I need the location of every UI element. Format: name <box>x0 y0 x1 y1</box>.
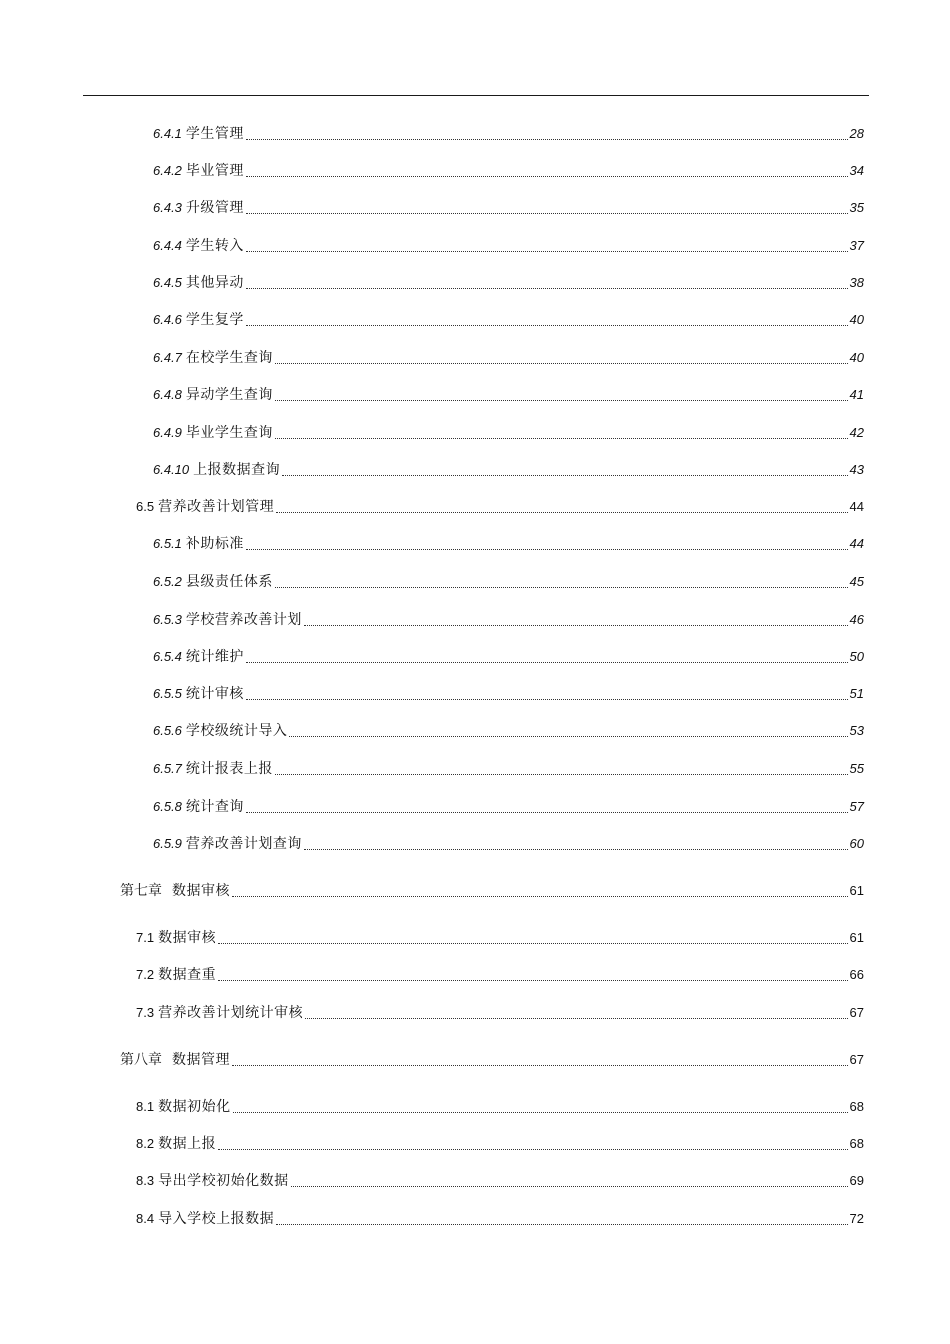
toc-entry-page: 28 <box>849 126 864 141</box>
toc-entry-page: 51 <box>849 686 864 701</box>
toc-entry[interactable] <box>153 684 864 704</box>
dot-leader <box>246 549 848 550</box>
toc-entry[interactable] <box>153 572 864 592</box>
dot-leader <box>275 438 848 439</box>
toc-entry-number: 6.4.1 <box>153 126 182 141</box>
toc-entry-number: 6.4.10 <box>153 462 190 477</box>
toc-entry-title: 在校学生查询 <box>185 350 273 366</box>
dot-leader <box>218 943 847 944</box>
toc-entry-page: 42 <box>849 425 864 440</box>
toc-entry-number: 6.4.2 <box>153 163 182 178</box>
toc-entry[interactable] <box>136 1134 864 1154</box>
toc-entry[interactable] <box>153 834 864 854</box>
toc-entry-page: 35 <box>849 200 864 215</box>
toc-entry-number: 6.5.6 <box>153 723 182 738</box>
toc-entry-page: 50 <box>849 649 864 664</box>
dot-leader <box>246 662 848 663</box>
toc-entry-title: 导入学校上报数据 <box>158 1211 275 1227</box>
toc-entry-number: 8.4 <box>136 1211 155 1226</box>
toc-entry[interactable] <box>136 965 864 985</box>
toc-entry-title: 统计审核 <box>185 686 244 702</box>
toc-entry[interactable] <box>136 1209 864 1229</box>
toc-entry-page: 68 <box>849 1099 864 1114</box>
toc-entry[interactable] <box>153 236 864 256</box>
dot-leader <box>246 288 848 289</box>
toc-chapter[interactable] <box>120 881 864 901</box>
dot-leader <box>246 325 848 326</box>
toc-entry[interactable] <box>153 385 864 405</box>
toc-entry[interactable] <box>153 124 864 144</box>
toc-entry[interactable] <box>153 647 864 667</box>
dot-leader <box>291 1186 848 1187</box>
toc-entry-page: 40 <box>849 312 864 327</box>
dot-leader <box>233 1112 848 1113</box>
dot-leader <box>304 625 848 626</box>
dot-leader <box>246 251 848 252</box>
toc-entry[interactable] <box>153 198 864 218</box>
toc-entry[interactable] <box>136 1171 864 1191</box>
toc-entry-title: 数据管理 <box>172 1052 230 1068</box>
toc-entry-title: 数据初始化 <box>158 1099 231 1115</box>
toc-entry[interactable] <box>136 928 864 948</box>
toc-entry-page: 40 <box>849 350 864 365</box>
toc-entry[interactable] <box>136 497 864 517</box>
toc-entry-title: 补助标准 <box>185 536 244 552</box>
toc-entry-page: 66 <box>849 967 864 982</box>
dot-leader <box>218 980 847 981</box>
dot-leader <box>275 363 848 364</box>
dot-leader <box>276 512 847 513</box>
toc-entry-page: 57 <box>849 799 864 814</box>
toc-entry[interactable] <box>153 460 864 480</box>
toc-entry-page: 45 <box>849 574 864 589</box>
toc-entry-title: 统计维护 <box>185 649 244 665</box>
toc-entry-number: 6.5.8 <box>153 799 182 814</box>
toc-entry[interactable] <box>136 1003 864 1023</box>
toc-entry-page: 67 <box>849 1052 864 1067</box>
toc-entry-title: 学生转入 <box>185 238 244 254</box>
toc-entry-title: 数据审核 <box>158 930 217 946</box>
toc-entry-number: 6.5.1 <box>153 536 182 551</box>
dot-leader <box>275 400 848 401</box>
toc-entry-title: 统计查询 <box>185 799 244 815</box>
toc-entry-title: 学校级统计导入 <box>185 723 288 739</box>
toc-entry-title: 上报数据查询 <box>193 462 281 478</box>
toc-entry-number: 7.2 <box>136 967 155 982</box>
toc-entry-page: 34 <box>849 163 864 178</box>
toc-entry-page: 69 <box>849 1173 864 1188</box>
toc-entry-title: 学生复学 <box>185 312 244 328</box>
toc-entry-number: 6.5.7 <box>153 761 182 776</box>
dot-leader <box>305 1018 847 1019</box>
toc-entry[interactable] <box>153 610 864 630</box>
toc-entry-page: 67 <box>849 1005 864 1020</box>
toc-entry-number: 6.5.9 <box>153 836 182 851</box>
toc-entry[interactable] <box>153 161 864 181</box>
toc-entry-page: 60 <box>849 836 864 851</box>
toc-entry-number: 7.3 <box>136 1005 155 1020</box>
toc-entry-page: 44 <box>849 536 864 551</box>
dot-leader <box>246 139 848 140</box>
toc-entry-title: 营养改善计划查询 <box>185 836 302 852</box>
toc-entry-title: 数据查重 <box>158 967 217 983</box>
toc-entry-number: 8.2 <box>136 1136 155 1151</box>
toc-entry-page: 41 <box>849 387 864 402</box>
toc-entry-title: 营养改善计划统计审核 <box>158 1005 304 1021</box>
toc-entry-number: 6.4.3 <box>153 200 182 215</box>
toc-entry-number: 6.4.4 <box>153 238 182 253</box>
toc-entry-title: 毕业学生查询 <box>185 425 273 441</box>
toc-entry-page: 61 <box>849 930 864 945</box>
toc-entry-number: 6.5.2 <box>153 574 182 589</box>
toc-entry-title: 营养改善计划管理 <box>158 499 275 515</box>
dot-leader <box>246 699 848 700</box>
toc-entry[interactable] <box>153 759 864 779</box>
dot-leader <box>275 587 848 588</box>
toc-entry-number: 6.4.6 <box>153 312 182 327</box>
toc-entry-page: 68 <box>849 1136 864 1151</box>
dot-leader <box>275 774 848 775</box>
dot-leader <box>276 1224 847 1225</box>
dot-leader <box>232 896 848 897</box>
toc-entry-title: 学生管理 <box>185 126 244 142</box>
toc-entry-number: 6.5.3 <box>153 612 182 627</box>
toc-entry-number: 8.3 <box>136 1173 155 1188</box>
toc-entry-title: 毕业管理 <box>185 163 244 179</box>
toc-entry[interactable] <box>153 348 864 368</box>
dot-leader <box>282 475 847 476</box>
toc-entry-number: 6.5.4 <box>153 649 182 664</box>
toc-entry-number: 6.4.9 <box>153 425 182 440</box>
toc-chapter[interactable] <box>120 1050 864 1070</box>
toc-entry-title: 数据上报 <box>158 1136 217 1152</box>
toc-entry-page: 44 <box>849 499 864 514</box>
dot-leader <box>289 736 847 737</box>
toc-entry-number: 6.5 <box>136 499 155 514</box>
dot-leader <box>246 176 848 177</box>
toc-entry[interactable] <box>153 797 864 817</box>
toc-entry-page: 61 <box>849 883 864 898</box>
dot-leader <box>246 812 848 813</box>
toc-entry-number: 第八章 <box>120 1052 162 1068</box>
toc-entry-page: 53 <box>849 723 864 738</box>
toc-entry-page: 55 <box>849 761 864 776</box>
toc-entry[interactable] <box>153 423 864 443</box>
toc-entry[interactable] <box>153 534 864 554</box>
toc-entry-title: 县级责任体系 <box>185 574 273 590</box>
toc-entry[interactable] <box>153 310 864 330</box>
toc-entry-title: 升级管理 <box>185 200 244 216</box>
toc-entry-number: 8.1 <box>136 1099 155 1114</box>
dot-leader <box>304 849 848 850</box>
dot-leader <box>246 213 848 214</box>
toc-entry[interactable] <box>153 273 864 293</box>
dot-leader <box>232 1065 848 1066</box>
toc-entry[interactable] <box>153 721 864 741</box>
toc-entry-title: 异动学生查询 <box>185 387 273 403</box>
toc-entry-page: 46 <box>849 612 864 627</box>
toc-entry-number: 6.4.5 <box>153 275 182 290</box>
toc-entry-title: 统计报表上报 <box>185 761 273 777</box>
toc-entry-number: 7.1 <box>136 930 155 945</box>
toc-entry-page: 37 <box>849 238 864 253</box>
toc-entry-title: 导出学校初始化数据 <box>158 1173 289 1189</box>
dot-leader <box>218 1149 847 1150</box>
toc-entry-title: 数据审核 <box>172 883 230 899</box>
toc-entry-title: 学校营养改善计划 <box>185 612 302 628</box>
toc-entry-page: 43 <box>849 462 864 477</box>
toc-entry-number: 6.4.8 <box>153 387 182 402</box>
toc-entry-title: 其他异动 <box>185 275 244 291</box>
toc-entry-page: 72 <box>849 1211 864 1226</box>
toc-entry[interactable] <box>136 1097 864 1117</box>
toc-entry-number: 第七章 <box>120 883 162 899</box>
toc-entry-number: 6.5.5 <box>153 686 182 701</box>
toc-entry-number: 6.4.7 <box>153 350 182 365</box>
header-rule <box>83 95 869 96</box>
toc-entry-page: 38 <box>849 275 864 290</box>
